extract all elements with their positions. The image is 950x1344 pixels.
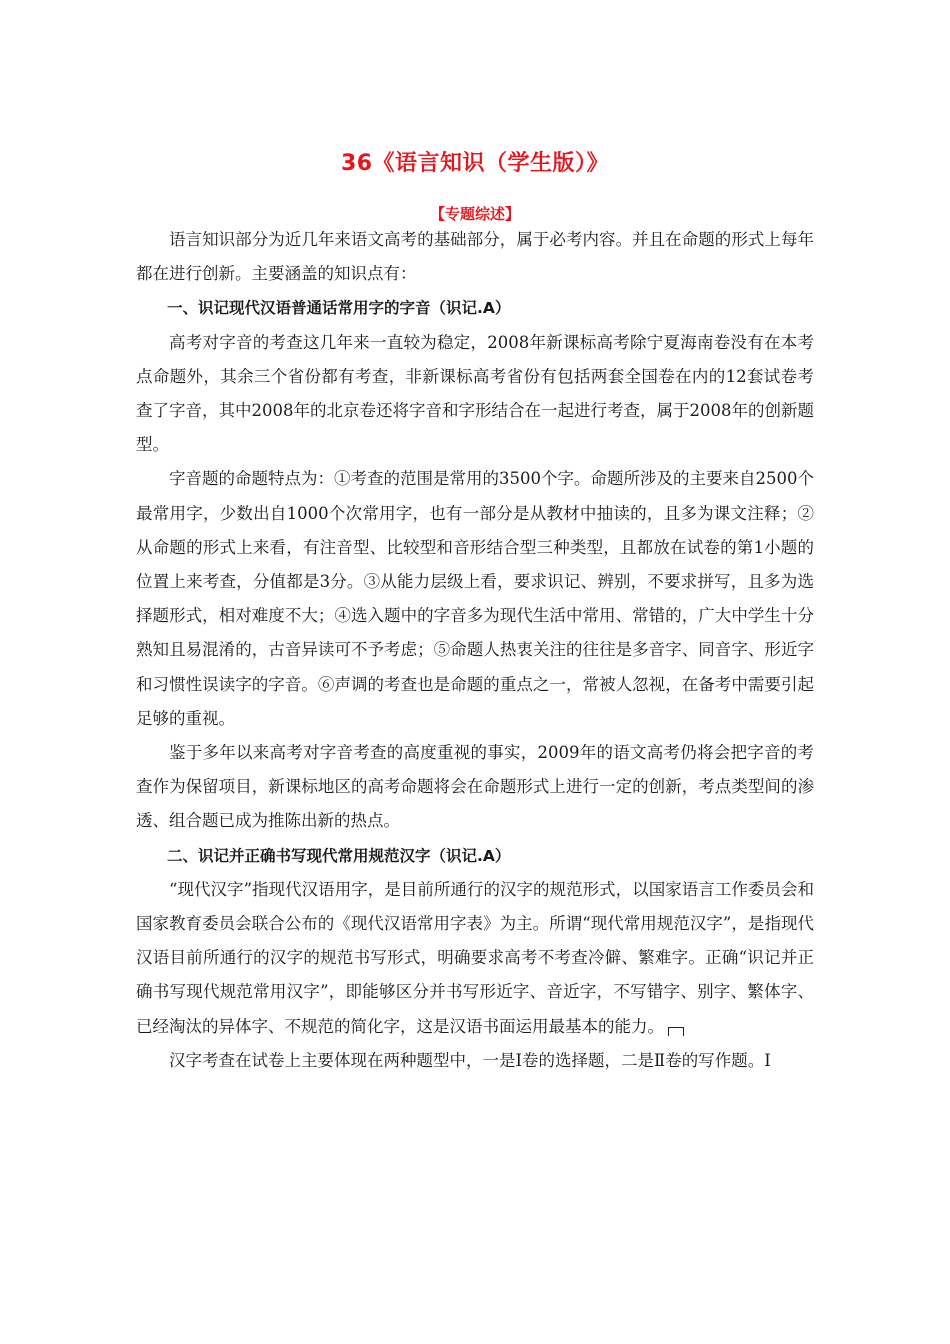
edit-mark-icon [668,1027,684,1036]
intro-paragraph: 语言知识部分为近几年来语文高考的基础部分，属于必考内容。并且在命题的形式上每年都在进行创新。主要涵盖的知识点有： [136,230,814,284]
document-body [136,223,814,1078]
document-title: 36《语言知识（学生版）》 [340,151,610,176]
paragraph-1: 高考对字音的考查这几年来一直较为稳定，2008年新课标高考除宁夏海南卷没有在本考点命题外，其余三个省份都有考查，非新课标高考省份有包括两套全国卷在内的12套试卷考查了字音，其中2008年的北京卷还将字音和字形结合在一起进行考查，属于2008年的创新题型。 [136,332,814,455]
section-heading-1: 一、识记现代汉语普通话常用字的字音（识记.A） [167,299,511,318]
paragraph-5: 汉字考查在试卷上主要体现在两种题型中，一是Ⅰ卷的选择题，二是Ⅱ卷的写作题。Ⅰ [169,1050,771,1070]
section-heading-2: 二、识记并正确书写现代常用规范汉字（识记.A） [167,846,511,865]
paragraph-3: 鉴于多年以来高考对字音考查的高度重视的事实，2009年的语文高考仍将会把字音的考查作为保留项目，新课标地区的高考命题将会在命题形式上进行一定的创新，考点类型间的渗透、组合题已成为推陈出新的热点。 [136,743,814,831]
paragraph-4 [136,873,814,1044]
section-tag: 【专题综述】 [429,205,520,223]
paragraph-4-text: “现代汉字”指现代汉语用字，是目前所通行的汉字的规范形式，以国家语言工作委员会和国家教育委员会联合公布的《现代汉语常用字表》为主。所谓“现代常用规范汉字”，是指现代汉语目前所通行的汉字的规范书写形式，明确要求高考不考查冷僻、繁难字。正确“识记并正确书写现代规范常用汉字”，即能够区分并书写形近字、音近字，不写错字、别字、繁体字、已经淘汰的异体字、不规范的简化字，这是汉语书面运用最基本的能力。 [136,879,814,1036]
paragraph-2: 字音题的命题特点为：①考查的范围是常用的3500个字。命题所涉及的主要来自2500个最常用字，少数出自1000个次常用字，也有一部分是从教材中抽读的，且多为课文注释；②从命题的形式上来看，有注音型、比较型和音形结合型三种类型，且都放在试卷的第1小题的位置上来考查，分值都是3分。③从能力层级上看，要求识记、辨别，不要求拼写，且多为选择题形式，相对难度不大；④选入题中的字音多为现代生活中常用、常错的，广大中学生十分熟知且易混淆的，古音异读可不予考虑；⑤命题人热衷关注的往往是多音字、同音字、形近字和习惯性误读字的字音。⑥声调的考查也是命题的重点之一，常被人忽视，在备考中需要引起足够的重视。 [136,469,814,728]
